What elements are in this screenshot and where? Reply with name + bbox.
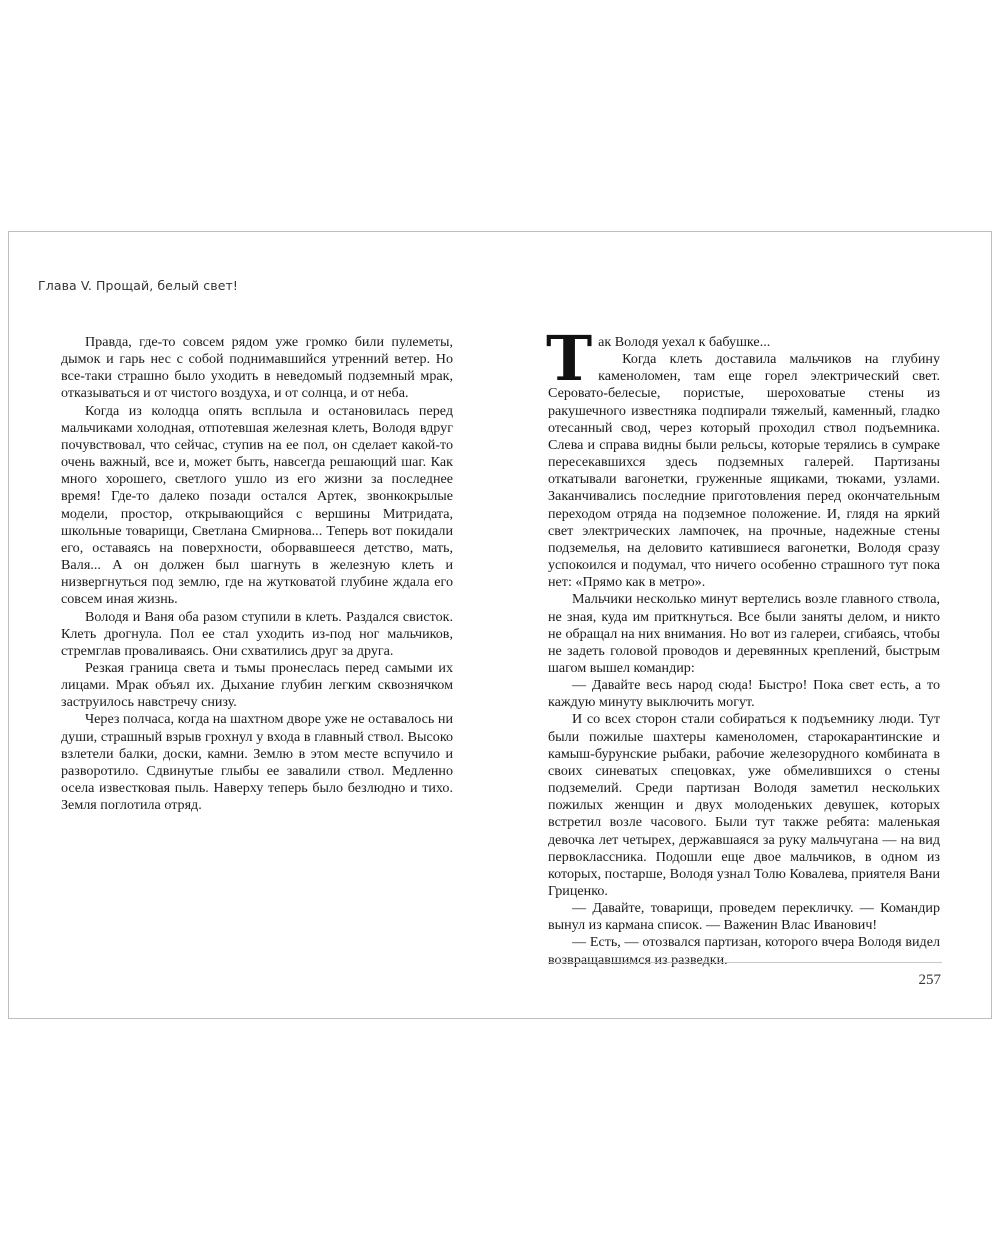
right-column — [546, 322, 940, 969]
paragraph: Володя и Ваня оба разом ступили в клеть. Раздался свисток. Клеть дрогнула. Пол ее стал уходить из-под ног мальчиков, стремглав проваливаясь. Они схватились друг за друга. — [61, 608, 453, 659]
paragraph: — Давайте весь народ сюда! Быстро! Пока свет есть, а то каждую минуту выключить могут. — [548, 677, 940, 711]
paragraph: — Давайте, товарищи, проведем перекличку. — Командир вынул из кармана список. — Важенин Влас Иванович! — [548, 900, 940, 934]
footer-rule — [548, 962, 942, 963]
opening-line: ак Володя уехал к бабушке... — [598, 334, 771, 350]
paragraph: И со всех сторон стали собираться к подъемнику люди. Тут были пожилые шахтеры каменоломен, старокарантинские и камыш-бурунские рыбаки, рабочие железорудного комбината в своих синеватых спецовках, уже обмелившихся о стены подземелий. Среди партизан Володя заметил нескольких пожилых женщин и двух молоденьких девушек, которых встретил возле часового. Были тут также ребята: маленькая девочка лет четырех, державшаяся за руку мальчугана — на вид первоклассника. Подошли еще двое мальчиков, в одном из которых, постарше, Володя узнал Толю Ковалева, приятеля Вани Гриценко. — [548, 711, 940, 899]
paragraph: — Есть, — отозвался партизан, которого вчера Володя видел возвращавшимся из разведки. — [548, 934, 940, 968]
page-number: 257 — [918, 972, 941, 988]
paragraph: Резкая граница света и тьмы пронеслась перед самыми их лицами. Мрак объял их. Дыхание глубин легким сквознячком заструилось навстречу снизу. — [61, 659, 453, 711]
drop-cap: Т — [546, 322, 593, 395]
paragraph: Правда, где-то совсем рядом уже громко били пулеметы, дымок и гарь нес с собой поднимавшийся утренний ветер. Но все-таки страшно было уходить в неведомый подземный мрак, отказываться и от чистого воздуха, и от солнца, и от неба. — [61, 334, 453, 402]
paragraph: Мальчики несколько минут вертелись возле главного ствола, не зная, куда им приткнуться. Все были заняты делом, и никто не обращал на них внимания. Но вот из галереи, сгибаясь, чтобы не задеть головой проводов и деревянных креплений, быстрым шагом вышел командир: — [548, 591, 940, 676]
paragraph: Через полчаса, когда на шахтном дворе уже не оставалось ни души, страшный взрыв грохнул у входа в главный ствол. Высоко взлетели балки, доски, камни. Землю в этом месте вспучило и разворотило. Сдвинутые глыбы ее завалили ствол. Медленно осела известковая пыль. Наверху теперь было безлюдно и тихо. Земля поглотила отряд. — [61, 711, 453, 814]
opening-paragraph — [546, 322, 940, 395]
left-column — [61, 334, 453, 814]
running-head: Глава V. Прощай, белый свет! — [38, 278, 239, 293]
paragraph: Когда клеть доставила мальчиков на глубину каменоломен, там еще горел электрический свет. Серовато-белесые, пористые, шероховатые стены из ракушечного известняка подпирали тяжелый, каменный, гладко отесанный свод, через который проходил ствол подъемника. Слева и справа видны были рельсы, которые терялись в сумраке пересекавшихся здесь подземных галерей. Партизаны откатывали вагонетки, груженные ящиками, тюками, узлами. Заканчивались последние приготовления перед окончательным переходом отряда на подземное положение. И, глядя на яркий свет электрических лампочек, на прочные, надежные стены подземелья, на деловито катившиеся вагонетки, Володя сразу успокоился и подумал, что ничего особенно страшного тут пока нет: «Прямо как в метро». — [548, 351, 940, 591]
book-spread — [8, 231, 992, 1019]
paragraph: Когда из колодца опять всплыла и остановилась перед мальчиками холодная, отпотевшая железная клеть, Володя вдруг почувствовал, что сейчас, ступив на ее пол, он сделает какой-то очень важный, все и, может быть, навсегда решающий шаг. Как много хорошего, светлого ушло из его жизни за последнее время! Где-то далеко позади остался Артек, звонкокрылые модели, простор, открывающийся с вершины Митридата, школьные товарищи, Светлана Смирнова... Теперь вот покидали его, оставаясь на поверхности, оборвавшееся детство, мать, Валя... А он должен был шагнуть в железную клеть и низвергнуться под землю, где на жутковатой глубине ждала его совсем иная жизнь. — [61, 402, 453, 608]
